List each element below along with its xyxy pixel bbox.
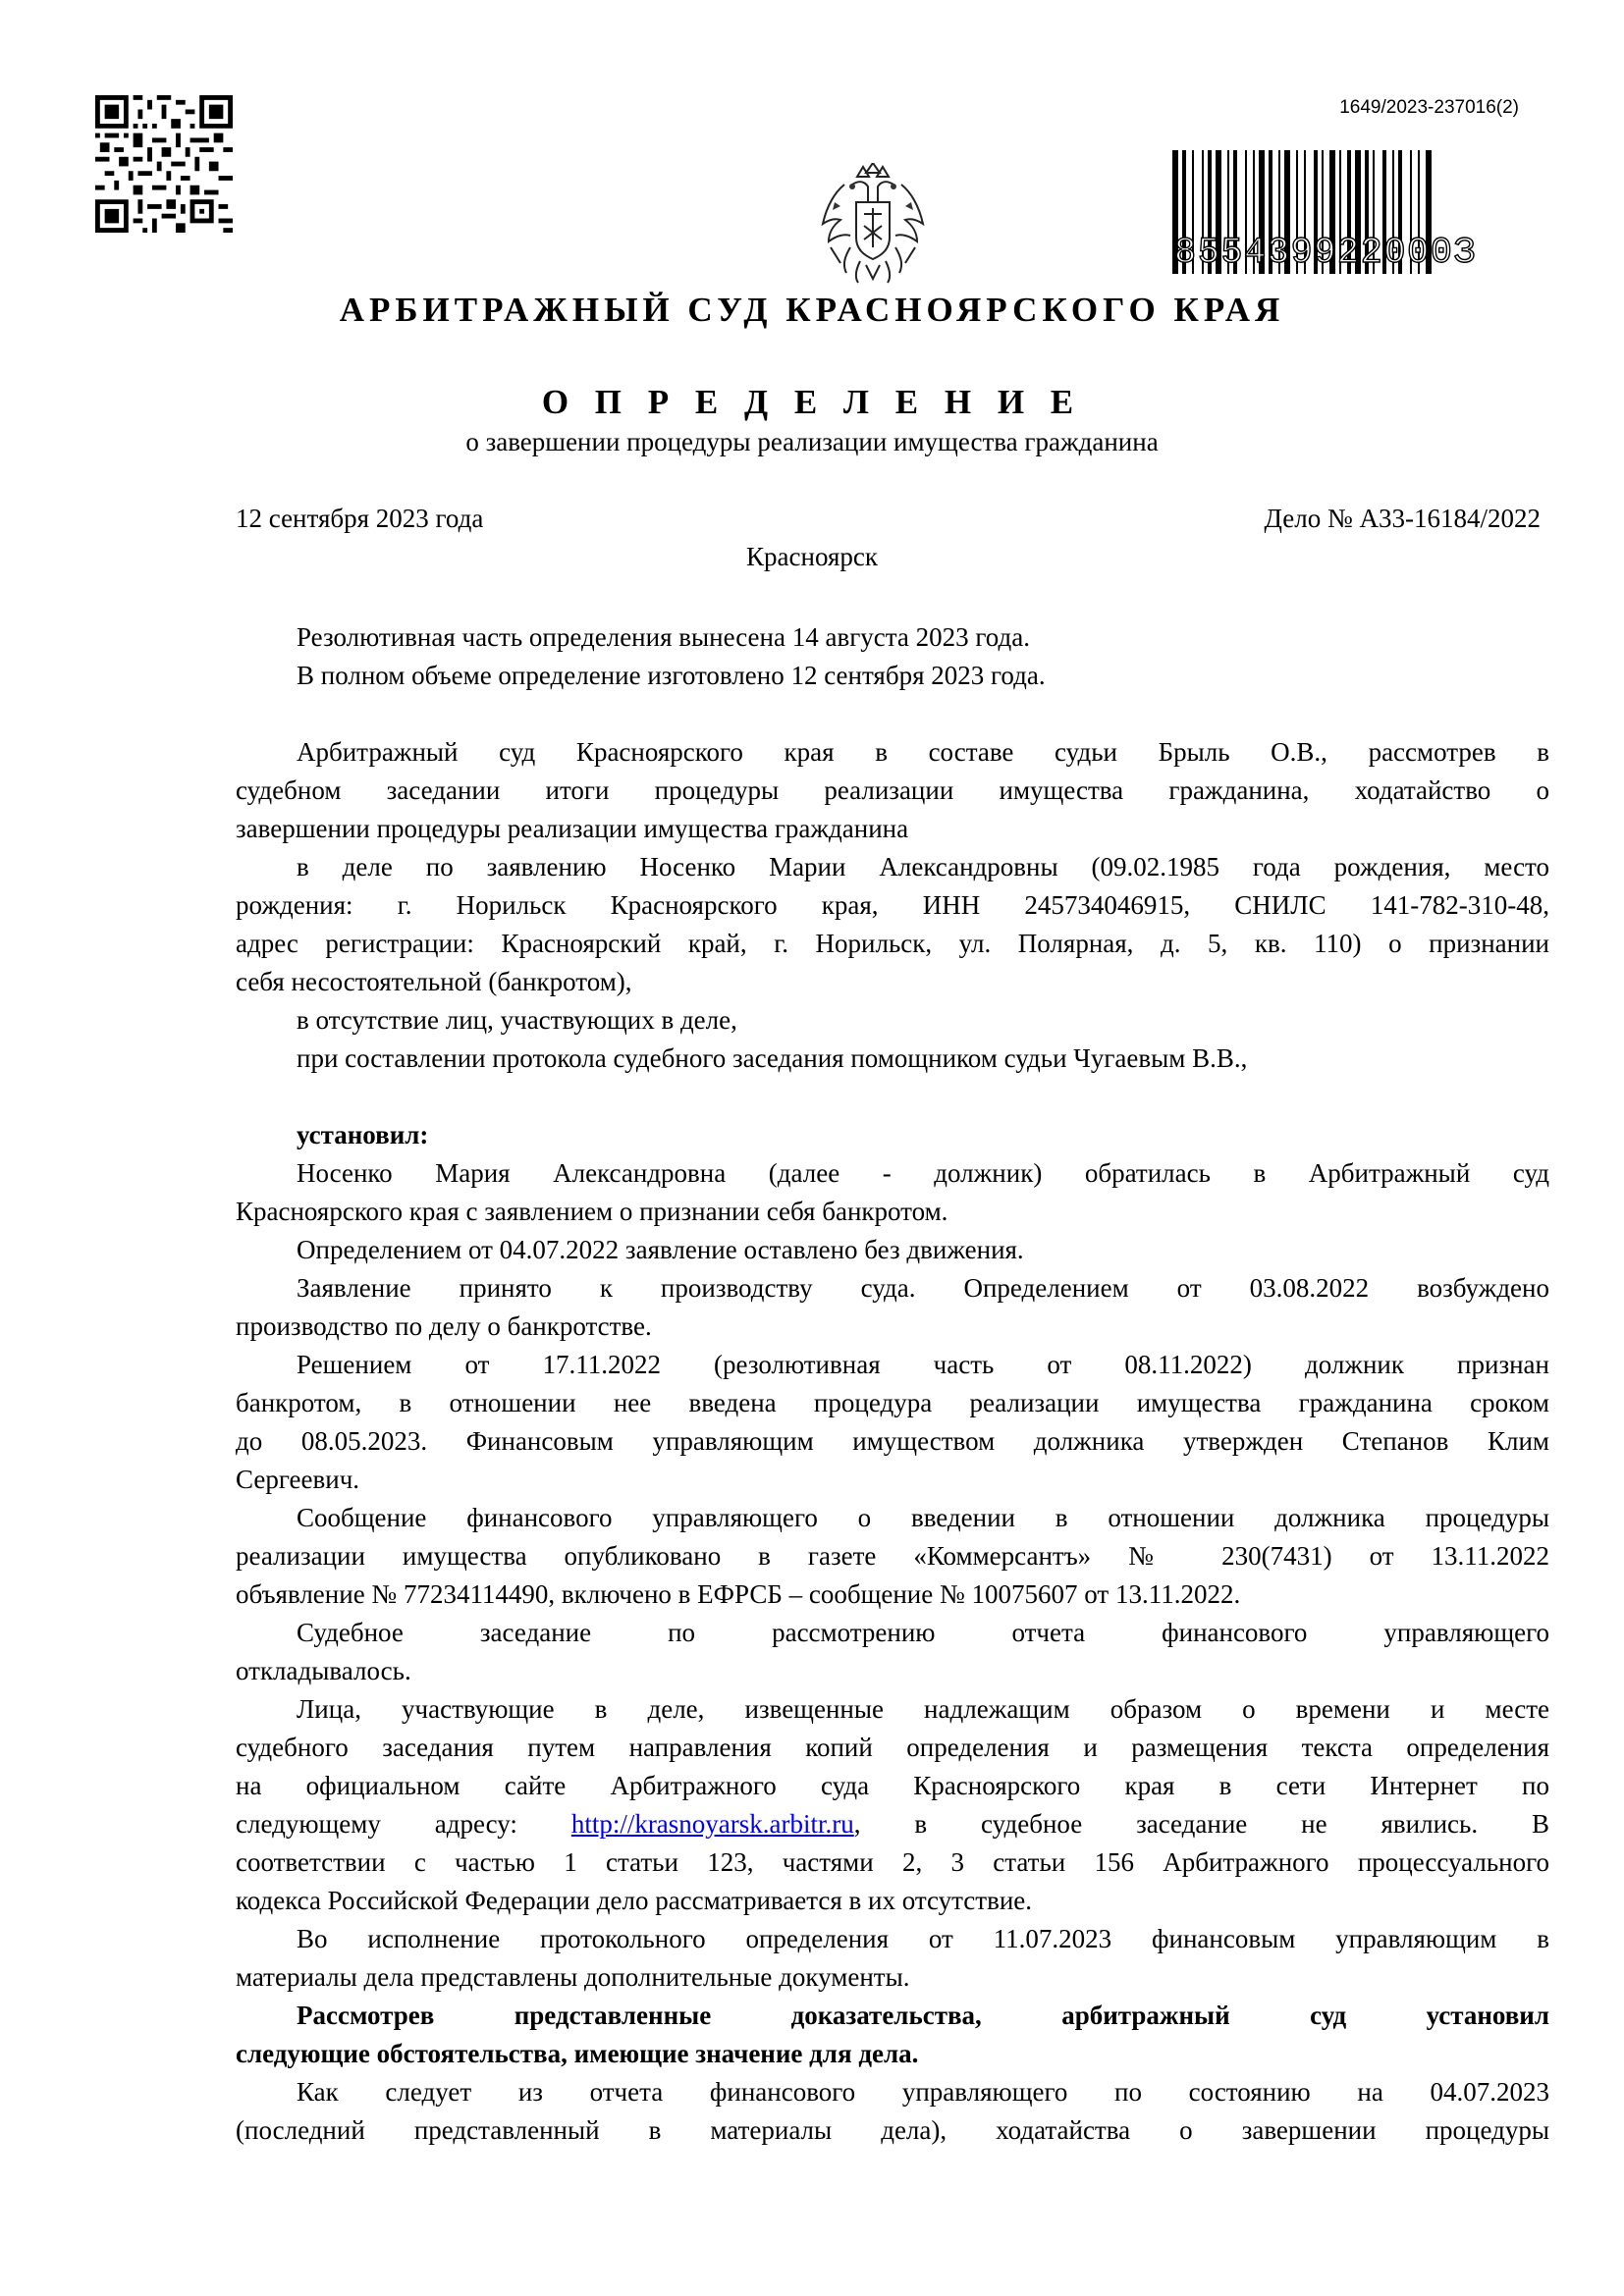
court-name: АРБИТРАЖНЫЙ СУД КРАСНОЯРСКОГО КРАЯ [339,291,1285,329]
paragraph-line: Сообщение финансового управляющего о введении в отношении должника процедуры [297,1503,1549,1532]
qr-code [95,95,233,233]
established-heading: установил: [297,1120,429,1149]
paragraph-line: рождения: г. Норильск Красноярского края, ИНН 245734046915, СНИЛС 141-782-310-48, [236,890,1549,920]
document-subtitle: о завершении процедуры реализации имущества гражданина [465,427,1159,456]
paragraph-line-bold: Рассмотрев представленные доказательства, арбитражный суд установил [297,2001,1549,2030]
document-number: 1649/2023-237016(2) [1339,97,1519,118]
paragraph-line: Определением от 04.07.2022 заявление оставлено без движения. [297,1235,1024,1264]
paragraph-line: материалы дела представлены дополнительные документы. [236,1962,910,1992]
paragraph-line: Сергеевич. [236,1465,360,1494]
paragraph-line: Носенко Мария Александровна (далее - должник) обратилась в Арбитражный суд [297,1158,1549,1188]
city: Красноярск [746,542,878,571]
paragraph-line: кодекса Российской Федерации дело рассматривается в их отсутствие. [236,1886,1033,1915]
paragraph-line: при составлении протокола судебного заседания помощником судьи Чугаевым В.В., [297,1043,1248,1073]
paragraph-line: соответствии с частью 1 статьи 123, частями 2, 3 статьи 156 Арбитражного процессуального [236,1847,1549,1877]
paragraph-line: Лица, участвующие в деле, извещенные надлежащим образом о времени и месте [297,1694,1549,1724]
paragraph-line: Решением от 17.11.2022 (резолютивная часть от 08.11.2022) должник признан [297,1350,1549,1379]
paragraph-line: до 08.05.2023. Финансовым управляющим имуществом должника утвержден Степанов Клим [236,1426,1549,1456]
paragraph-line: в отсутствие лиц, участвующих в деле, [297,1005,737,1035]
barcode-digits: 855439922000З [1174,233,1478,274]
paragraph-line-with-link [236,1805,1549,1843]
paragraph-line: адрес регистрации: Красноярский край, г. Норильск, ул. Полярная, д. 5, кв. 110) о признании [236,929,1549,958]
document-date: 12 сентября 2023 года [236,504,484,533]
paragraph-line: судебном заседании итоги процедуры реализации имущества гражданина, ходатайство о [236,775,1549,805]
paragraph-line: (последний представленный в материалы дела), ходатайства о завершении процедуры [236,2115,1549,2145]
coat-of-arms-icon [815,163,931,287]
case-number: Дело № А33-16184/2022 [1264,504,1541,533]
resolution-date-line: Резолютивная часть определения вынесена 14 августа 2023 года. [297,622,1030,652]
paragraph-text: , в судебное заседание не явились. В [853,1809,1550,1839]
paragraph-line-bold: следующие обстоятельства, имеющие значение для дела. [236,2039,919,2068]
paragraph-line: судебного заседания путем направления копий определения и размещения текста определения [236,1733,1549,1762]
paragraph-line: себя несостоятельной (банкротом), [236,967,632,996]
paragraph-line: в деле по заявлению Носенко Марии Александровны (09.02.1985 года рождения, место [297,852,1549,881]
paragraph-line: Заявление принято к производству суда. Определением от 03.08.2022 возбуждено [297,1273,1549,1303]
paragraph-line: Арбитражный суд Красноярского края в составе судьи Брыль О.В., рассмотрев в [297,737,1549,767]
court-website-link[interactable]: http://krasnoyarsk.arbitr.ru [570,1809,854,1839]
paragraph-line: завершении процедуры реализации имущества гражданина [236,814,909,843]
paragraph-line: Судебное заседание по рассмотрению отчета финансового управляющего [297,1618,1549,1647]
paragraph-line: на официальном сайте Арбитражного суда Красноярского края в сети Интернет по [236,1771,1549,1800]
paragraph-line: реализации имущества опубликовано в газете «Коммерсантъ» № 230(7431) от 13.11.2022 [236,1541,1549,1571]
paragraph-text: следующему адресу: [236,1809,517,1839]
paragraph-line: Как следует из отчета финансового управляющего по состоянию на 04.07.2023 [297,2077,1549,2107]
paragraph-line: Во исполнение протокольного определения от 11.07.2023 финансовым управляющим в [297,1924,1549,1953]
paragraph-line: банкротом, в отношении нее введена процедура реализации имущества гражданина сроком [236,1388,1549,1417]
paragraph-line: объявление № 77234114490, включено в ЕФРСБ – сообщение № 10075607 от 13.11.2022. [236,1579,1241,1609]
paragraph-line: Красноярского края с заявлением о признании себя банкротом. [236,1197,948,1226]
paragraph-line: откладывалось. [236,1656,411,1685]
full-text-date-line: В полном объеме определение изготовлено 12 сентября 2023 года. [297,661,1046,690]
document-type-heading: О П Р Е Д Е Л Е Н И Е [541,383,1083,421]
paragraph-line: производство по делу о банкротстве. [236,1311,652,1341]
